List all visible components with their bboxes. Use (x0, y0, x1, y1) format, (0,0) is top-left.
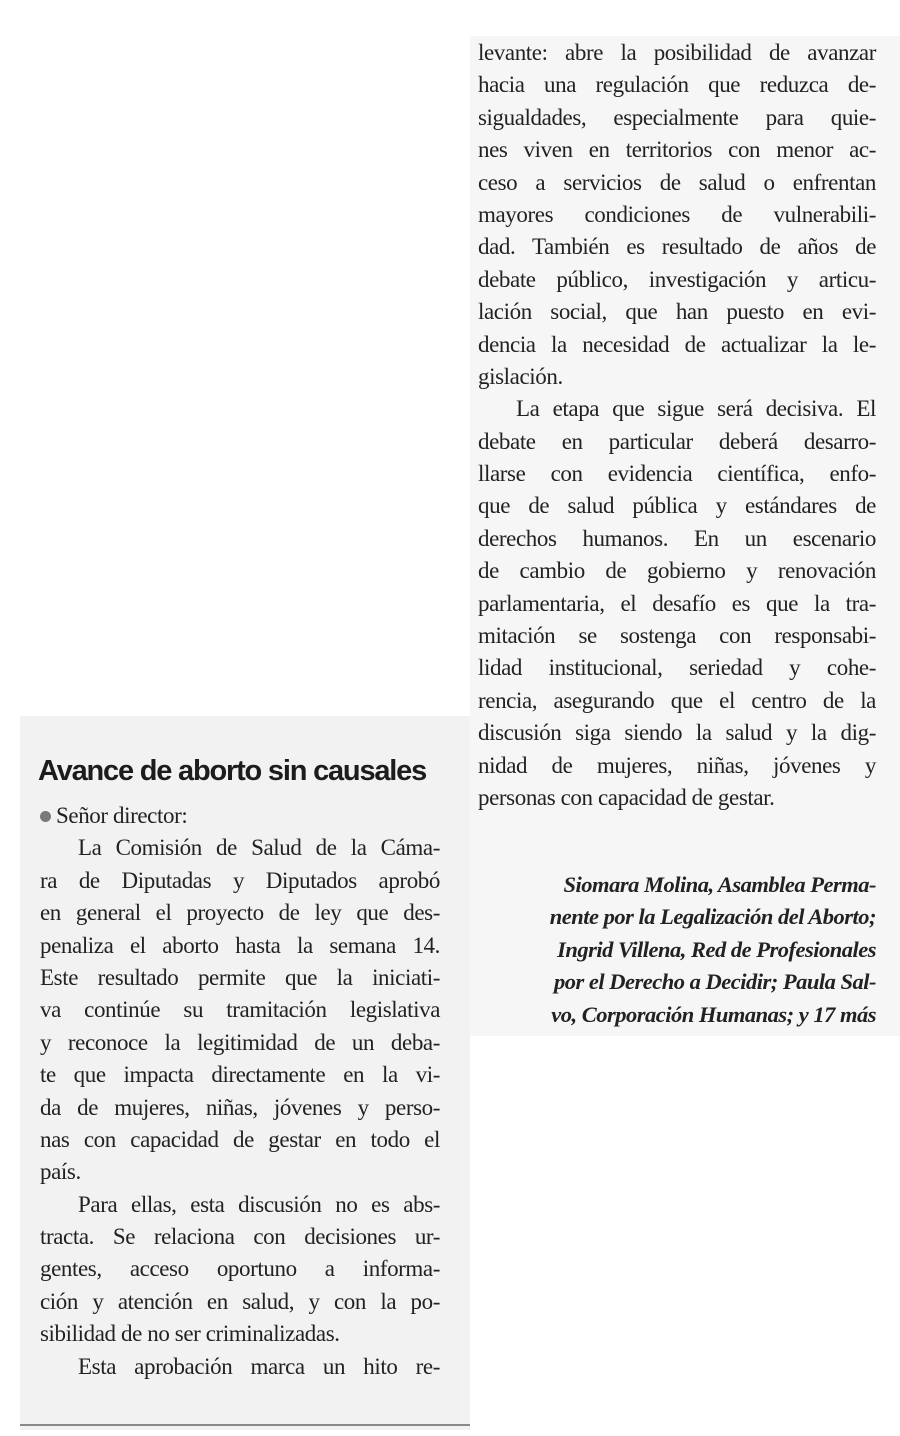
text-line: sibilidad de no ser criminalizadas. (40, 1321, 340, 1347)
text-line: lidad institucional, seriedad y cohe- (478, 655, 876, 681)
text-line: mitación se sostenga con responsabi- (478, 623, 876, 649)
signature-line: nente por la Legalización del Aborto; (549, 904, 876, 930)
text-line: penaliza el aborto hasta la semana 14. (40, 932, 440, 958)
text-line: da de mujeres, niñas, jóvenes y perso- (40, 1094, 440, 1120)
text-line: debate en particular deberá desarro- (478, 428, 876, 454)
text-line: nidad de mujeres, niñas, jóvenes y (478, 752, 876, 778)
text-line: lación social, que han puesto en evi- (478, 299, 876, 325)
text-line: dad. También es resultado de años de (478, 234, 876, 260)
signature-line: vo, Corporación Humanas; y 17 más (551, 1001, 876, 1027)
text-line: mayores condiciones de vulnerabili- (478, 201, 876, 227)
signature-line: Siomara Molina, Asamblea Perma- (563, 872, 876, 897)
text-line: nas con capacidad de gestar en todo el (40, 1126, 440, 1152)
text-line: derechos humanos. En un escenario (478, 525, 876, 551)
text-line: La etapa que sigue será decisiva. El (516, 396, 876, 422)
text-line: discusión siga siendo la salud y la dig- (478, 720, 876, 746)
text-line: sigualdades, especialmente para quie- (478, 104, 876, 130)
signature-line: por el Derecho a Decidir; Paula Sal- (554, 969, 876, 995)
text-line: va continúe su tramitación legislativa (40, 997, 440, 1023)
text-line: y reconoce la legitimidad de un deba- (40, 1029, 440, 1055)
text-line: rencia, asegurando que el centro de la (478, 687, 876, 713)
letter-body-right (478, 37, 876, 814)
text-line: gentes, acceso oportuno a informa- (40, 1256, 440, 1282)
text-line: gislación. (478, 363, 563, 389)
text-line: ción y atención en salud, y con la po- (40, 1288, 440, 1314)
signature-line: Ingrid Villena, Red de Profesionales (557, 936, 876, 962)
text-line: dencia la necesidad de actualizar la le- (478, 331, 876, 357)
text-line: La Comisión de Salud de la Cáma- (78, 835, 440, 861)
text-line: Para ellas, esta discusión no es abs- (78, 1191, 440, 1217)
text-line: hacia una regulación que reduzca de- (478, 72, 876, 98)
text-line: ceso a servicios de salud o enfrentan (478, 169, 876, 195)
text-line: que de salud pública y estándares de (478, 493, 876, 519)
salutation: Señor director: (56, 803, 188, 828)
text-line: ra de Diputadas y Diputados aprobó (40, 867, 440, 893)
text-line: llarse con evidencia científica, enfo- (478, 461, 876, 487)
salutation-line (40, 800, 440, 832)
text-line: nes viven en territorios con menor ac- (478, 137, 876, 163)
text-line: levante: abre la posibilidad de avanzar (478, 40, 876, 65)
letter-body-left (40, 800, 440, 1383)
letter-headline: Avance de aborto sin causales (38, 755, 427, 788)
text-line: de cambio de gobierno y renovación (478, 558, 876, 584)
text-line: tracta. Se relaciona con decisiones ur- (40, 1224, 440, 1250)
text-line: debate público, investigación y articu- (478, 266, 876, 292)
bullet-icon (40, 811, 51, 822)
text-line: personas con capacidad de gestar. (478, 784, 775, 810)
text-line: Esta aprobación marca un hito re- (78, 1353, 440, 1379)
bottom-rule (20, 1424, 470, 1426)
text-line: en general el proyecto de ley que des- (40, 900, 440, 926)
text-line: parlamentaria, el desafío es que la tra- (478, 590, 876, 616)
text-line: te que impacta directamente en la vi- (40, 1062, 440, 1088)
text-line: país. (40, 1159, 81, 1185)
text-line: Este resultado permite que la iniciati- (40, 964, 440, 990)
signature-block (478, 869, 876, 1031)
